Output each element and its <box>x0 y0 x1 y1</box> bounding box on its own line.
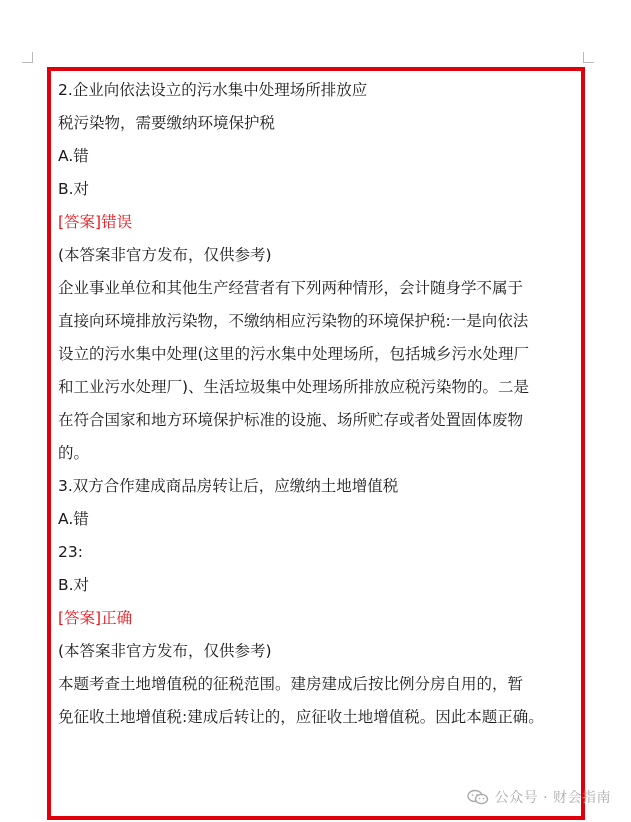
watermark-text: 公众号 · 财会指南 <box>494 790 611 806</box>
document-content <box>58 74 580 734</box>
page-corner-mark-left <box>22 52 33 63</box>
explanation-line: 的。 <box>58 444 90 462</box>
question-3-title: 3.双方合作建成商品房转让后，应缴纳土地增值税 <box>58 477 399 495</box>
explanation-line: 本题考查土地增值税的征税范围。建房建成后按比例分房自用的，暂 <box>58 675 524 693</box>
watermark <box>467 784 611 810</box>
question-2-title-line-2: 税污染物，需要缴纳环境保护税 <box>58 114 276 132</box>
explanation-line: 设立的污水集中处理(这里的污水集中处理场所，包括城乡污水处理厂 <box>58 345 530 363</box>
question-2-disclaimer: (本答案非官方发布，仅供参考) <box>58 246 272 264</box>
question-2-title-line-1: 2.企业向依法设立的污水集中处理场所排放应 <box>58 81 368 99</box>
question-2-explanation <box>58 272 580 470</box>
question-3-extra-text: 23: <box>58 543 83 561</box>
question-3-answer: [答案]正确 <box>58 609 133 627</box>
explanation-line: 和工业污水处理厂)、生活垃圾集中处理场所排放应税污染物的。二是 <box>58 378 530 396</box>
explanation-line: 企业事业单位和其他生产经营者有下列两种情形，会计随身学不属于 <box>58 279 524 297</box>
question-2-option-a: A.错 <box>58 147 89 165</box>
explanation-line: 在符合国家和地方环境保护标准的设施、场所贮存或者处置固体废物 <box>58 411 524 429</box>
question-3-option-b: B.对 <box>58 576 90 594</box>
explanation-line: 直接向环境排放污染物，不缴纳相应污染物的环境保护税:一是向依法 <box>58 312 529 330</box>
wechat-icon <box>467 789 489 805</box>
page-corner-mark-right <box>583 52 594 63</box>
question-3-option-a: A.错 <box>58 510 89 528</box>
explanation-line: 免征收土地增值税:建成后转让的，应征收土地增值税。因此本题正确。 <box>58 708 544 726</box>
question-3-explanation <box>58 668 580 734</box>
question-2-answer: [答案]错误 <box>58 213 133 231</box>
question-3-disclaimer: (本答案非官方发布，仅供参考) <box>58 642 272 660</box>
question-2-option-b: B.对 <box>58 180 90 198</box>
